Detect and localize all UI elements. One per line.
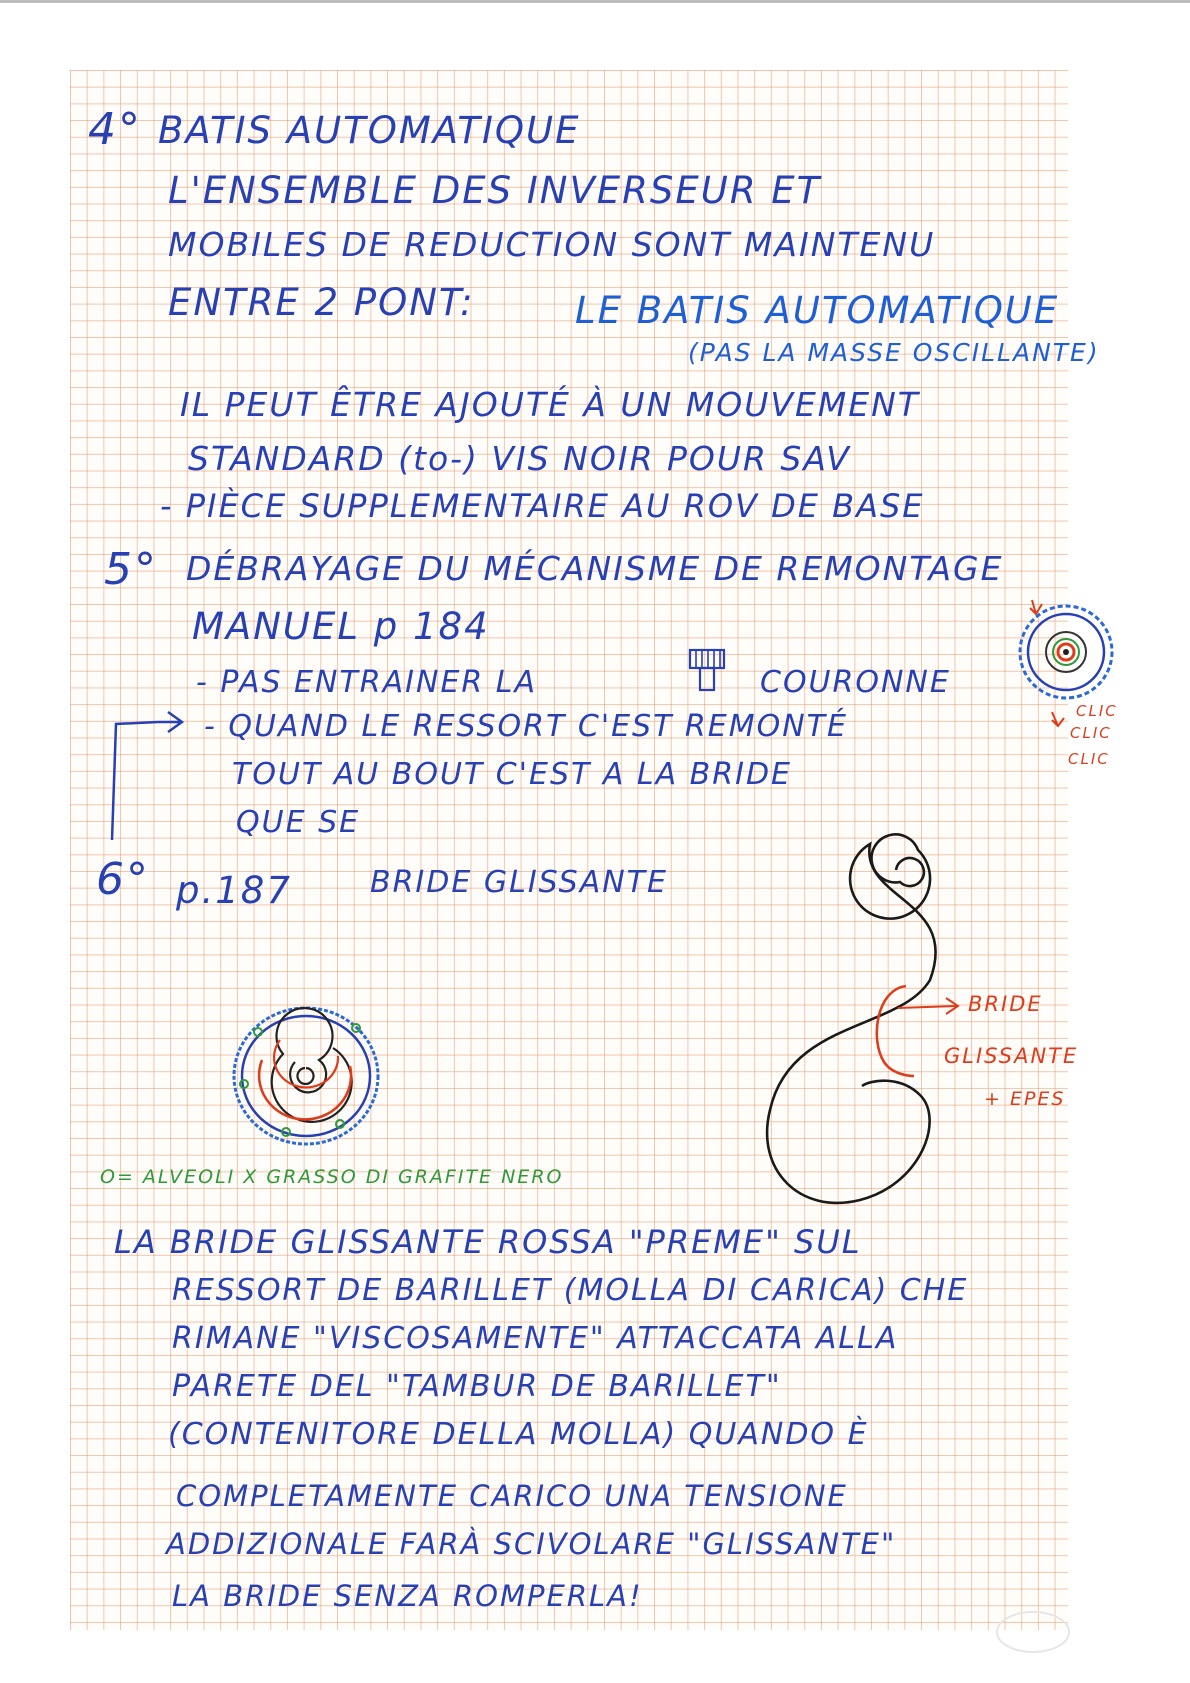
section-5-title: DÉBRAYAGE DU MÉCANISME DE REMONTAGE: [186, 549, 1004, 588]
section-4-number: 4°: [88, 104, 142, 155]
text-line: QUE SE: [236, 805, 361, 840]
text-line: TOUT AU BOUT C'EST A LA BRIDE: [232, 757, 793, 792]
text-line-added: LE BATIS AUTOMATIQUE: [575, 289, 1060, 332]
mainspring-icon: [767, 834, 958, 1202]
italian-line: (CONTENITORE DELLA MOLLA) QUANDO È: [168, 1417, 869, 1452]
legend-alveoli: O= ALVEOLI X GRASSO DI GRAFITE NERO: [100, 1166, 564, 1188]
text-line-note: (PAS LA MASSE OSCILLANTE): [688, 338, 1100, 367]
clic-label: CLIC: [1076, 702, 1118, 720]
italian-line: LA BRIDE GLISSANTE ROSSA "PREME" SUL: [114, 1223, 862, 1261]
bride-label: BRIDE: [968, 992, 1043, 1016]
text-line: - PIÈCE SUPPLEMENTAIRE AU ROV DE BASE: [160, 487, 925, 525]
section-6-title: BRIDE GLISSANTE: [370, 865, 668, 900]
text-line: - QUAND LE RESSORT C'EST REMONTÉ: [204, 709, 848, 744]
italian-line: RESSORT DE BARILLET (MOLLA DI CARICA) CHE: [172, 1273, 969, 1308]
clic-label: CLIC: [1068, 750, 1110, 768]
bride-label: + EPES: [984, 1088, 1066, 1110]
blank-oval: [997, 1612, 1069, 1652]
text-line: STANDARD (to-) VIS NOIR POUR SAV: [188, 439, 851, 478]
section-4-title: BATIS AUTOMATIQUE: [158, 109, 581, 152]
bracket-arrow-icon: [112, 712, 182, 840]
page-reference: p.187: [176, 869, 292, 912]
italian-line: RIMANE "VISCOSAMENTE" ATTACCATA ALLA: [172, 1321, 899, 1356]
barrel-spring-icon: [234, 1008, 378, 1144]
text-line: IL PEUT ÊTRE AJOUTÉ À UN MOUVEMENT: [180, 385, 920, 424]
clic-label: CLIC: [1070, 724, 1112, 742]
crown-gear-icon: [690, 650, 724, 690]
italian-line: LA BRIDE SENZA ROMPERLA!: [172, 1579, 643, 1613]
italian-line: COMPLETAMENTE CARICO UNA TENSIONE: [176, 1479, 848, 1513]
text-line: MANUEL p 184: [192, 605, 490, 648]
section-6-number: 6°: [96, 854, 150, 905]
text-line: L'ENSEMBLE DES INVERSEUR ET: [168, 169, 822, 212]
text-line: MOBILES DE REDUCTION SONT MAINTENU: [168, 225, 936, 264]
bride-label: GLISSANTE: [944, 1044, 1079, 1068]
ratchet-wheel-icon: [1020, 600, 1112, 726]
italian-line: PARETE DEL "TAMBUR DE BARILLET": [172, 1369, 782, 1404]
italian-line: ADDIZIONALE FARÀ SCIVOLARE "GLISSANTE": [166, 1527, 897, 1561]
text-line: COURONNE: [760, 665, 951, 700]
text-line: ENTRE 2 PONT:: [168, 281, 475, 324]
text-line: - PAS ENTRAINER LA: [196, 665, 538, 700]
section-5-number: 5°: [104, 544, 158, 595]
